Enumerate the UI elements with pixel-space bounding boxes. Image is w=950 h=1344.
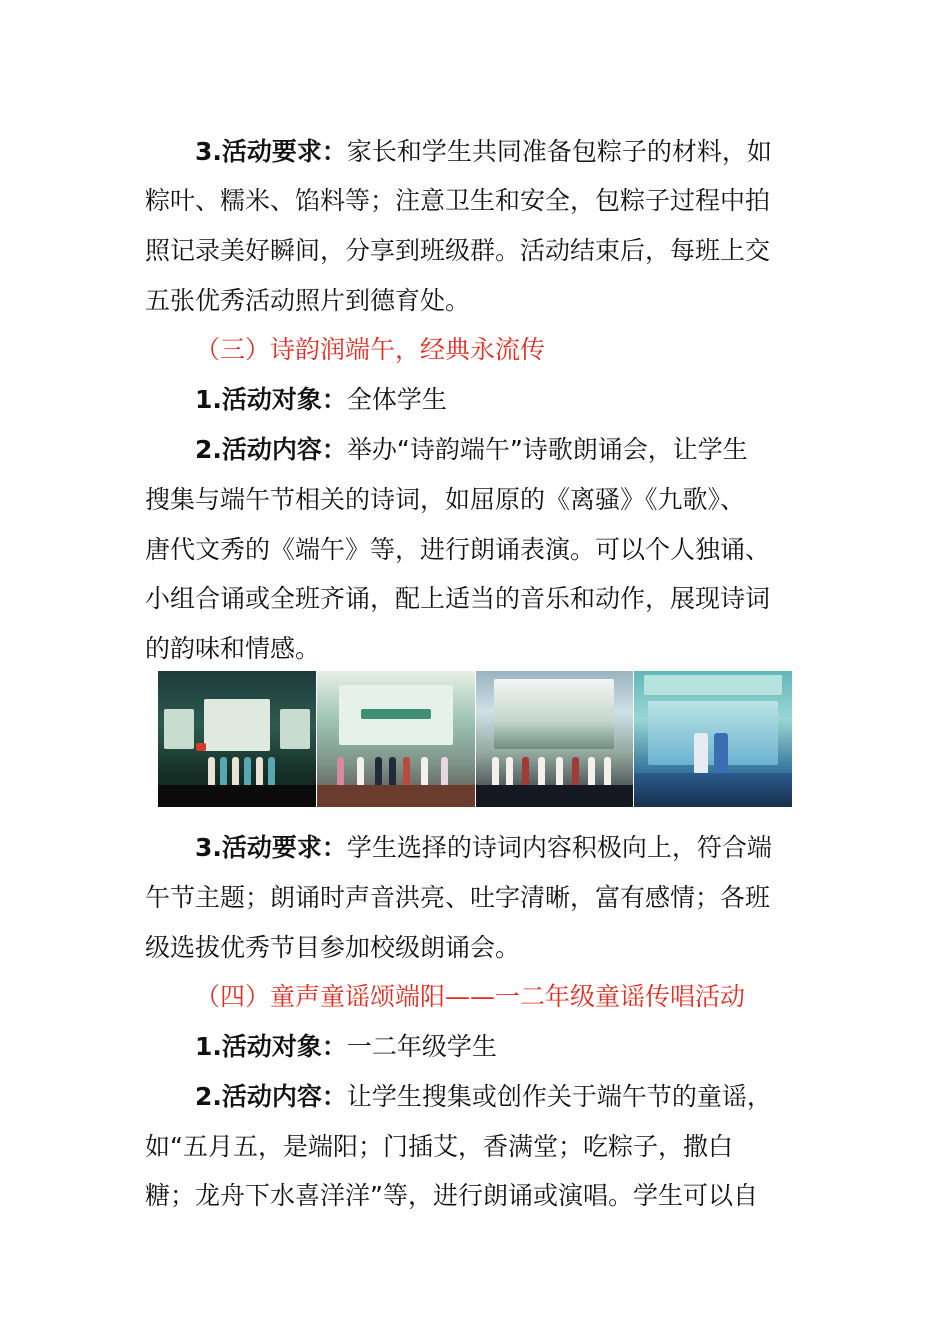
- photo-recitation-stage-3: [476, 671, 634, 807]
- poem-req-line3: 级选拔优秀节目参加校级朗诵会。: [145, 933, 521, 962]
- rhyme-content-line1: 2.活动内容：让学生搜集或创作关于端午节的童谣，: [195, 1082, 772, 1111]
- poem-req-line1: 3.活动要求：学生选择的诗词内容积极向上，符合端: [195, 833, 772, 862]
- photo-strip: [158, 671, 792, 807]
- section3-req-label: 3.活动要求：: [195, 137, 347, 166]
- section3-req-line4: 五张优秀活动照片到德育处。: [145, 286, 471, 315]
- photo-recitation-stage-2: [317, 671, 475, 807]
- poem-content-line1: 2.活动内容：举办“诗韵端午”诗歌朗诵会，让学生: [195, 435, 748, 464]
- poem-content-line5: 的韵味和情感。: [145, 634, 321, 663]
- poem-content-line3: 唐代文秀的《端午》等，进行朗诵表演。可以个人独诵、: [145, 535, 771, 564]
- poem-content-line2: 搜集与端午节相关的诗词，如屈原的《离骚》《九歌》、: [145, 485, 746, 514]
- poem-target-line: 1.活动对象：全体学生: [195, 385, 447, 414]
- heading-rhyme-section: （四）童声童谣颂端阳——一二年级童谣传唱活动: [195, 982, 746, 1011]
- poem-req-line2: 午节主题；朗诵时声音洪亮、吐字清晰，富有感情；各班: [145, 883, 771, 912]
- section3-req-line1: 3.活动要求：家长和学生共同准备包粽子的材料，如: [195, 137, 772, 166]
- photo-recitation-stage-4: [634, 671, 792, 807]
- section3-req-line2: 粽叶、糯米、馅料等；注意卫生和安全，包粽子过程中拍: [145, 186, 771, 215]
- rhyme-content-line3: 糖；龙舟下水喜洋洋”等，进行朗诵或演唱。学生可以自: [145, 1181, 758, 1210]
- rhyme-target-line: 1.活动对象：一二年级学生: [195, 1032, 497, 1061]
- photo-recitation-stage-1: [158, 671, 316, 807]
- heading-poem-section: （三）诗韵润端午，经典永流传: [195, 335, 546, 364]
- poem-content-line4: 小组合诵或全班齐诵，配上适当的音乐和动作，展现诗词: [145, 584, 771, 613]
- section3-req-line3: 照记录美好瞬间，分享到班级群。活动结束后，每班上交: [145, 236, 771, 265]
- rhyme-content-line2: 如“五月五，是端阳；门插艾，香满堂；吃粽子，撒白: [145, 1132, 733, 1161]
